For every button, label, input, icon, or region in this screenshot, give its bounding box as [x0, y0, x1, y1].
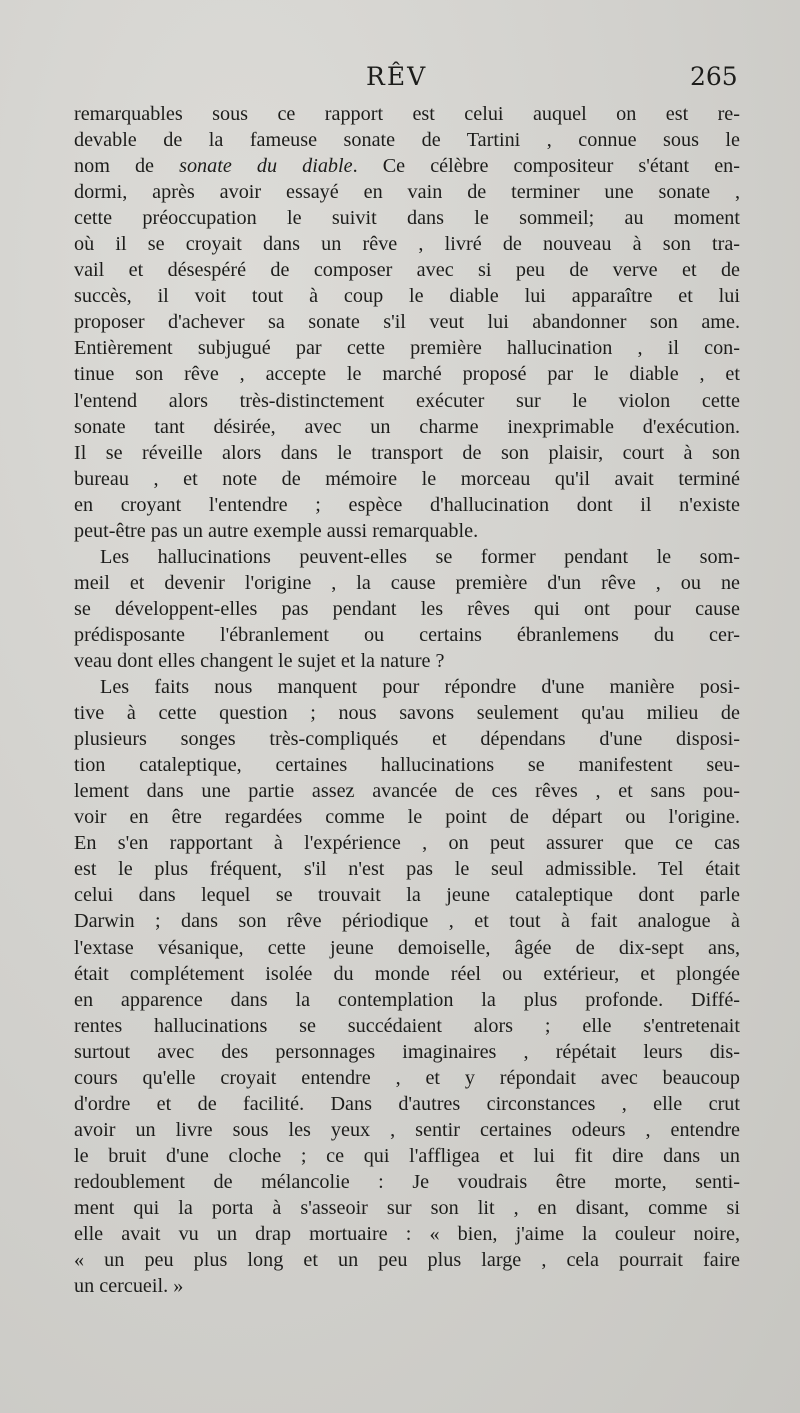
text-line: elle avait vu un drap mortuaire : « bien, j'aime la couleur noire,	[74, 1223, 740, 1246]
text-line: Les faits nous manquent pour répondre d'une manière posi-	[100, 676, 740, 699]
text-line: prédisposante l'ébranlement ou certains ébranlemens du cer-	[74, 623, 740, 646]
text-line: peut-être pas un autre exemple aussi remarquable.	[74, 519, 479, 542]
text-line: l'entend alors très-distinctement exécuter sur le violon cette	[74, 389, 740, 412]
text-line: veau dont elles changent le sujet et la nature ?	[74, 649, 445, 672]
text-line: cette préoccupation le suivit dans le sommeil; au moment	[74, 207, 740, 230]
text-line: vail et désespéré de composer avec si peu de verve et de	[74, 259, 740, 282]
text-line: bureau , et note de mémoire le morceau qu'il avait terminé	[74, 467, 740, 490]
text-line: proposer d'achever sa sonate s'il veut lui abandonner son ame.	[74, 311, 740, 334]
text-line: tive à cette question ; nous savons seulement qu'au milieu de	[74, 702, 740, 725]
text-line: est le plus fréquent, s'il n'est pas le seul admissible. Tel était	[74, 858, 740, 881]
text-line: « un peu plus long et un peu plus large , cela pourrait faire	[74, 1249, 740, 1272]
text-line: sonate tant désirée, avec un charme inexprimable d'exécution.	[74, 415, 740, 438]
text-line: devable de la fameuse sonate de Tartini , connue sous le	[74, 129, 740, 152]
paragraph	[74, 101, 740, 544]
text-line: se développent-elles pas pendant les rêves qui ont pour cause	[74, 597, 740, 620]
text-line: était complétement isolée du monde réel ou extérieur, et plongée	[74, 962, 740, 985]
paragraph	[74, 544, 740, 674]
text-line: en croyant l'entendre ; espèce d'hallucination dont il n'existe	[74, 493, 740, 516]
text-line: d'ordre et de facilité. Dans d'autres circonstances , elle crut	[74, 1092, 740, 1115]
text-line: meil et devenir l'origine , la cause première d'un rêve , ou ne	[74, 571, 740, 594]
text-line: cours qu'elle croyait entendre , et y répondait avec beaucoup	[74, 1066, 740, 1089]
page-header	[0, 62, 800, 102]
paragraph	[74, 674, 740, 1299]
text-line: lement dans une partie assez avancée de ces rêves , et sans pou-	[74, 780, 740, 803]
running-head: RÊV	[366, 62, 428, 91]
body-text	[74, 101, 740, 1299]
text-line: Les hallucinations peuvent-elles se former pendant le som-	[100, 545, 740, 568]
text-line: En s'en rapportant à l'expérience , on peut assurer que ce cas	[74, 832, 740, 855]
text-line: plusieurs songes très-compliqués et dépendans d'une disposi-	[74, 728, 740, 751]
text-line: redoublement de mélancolie : Je voudrais être morte, senti-	[74, 1170, 740, 1193]
text-line: tinue son rêve , accepte le marché proposé par le diable , et	[74, 363, 740, 386]
italic-title: sonate du diable	[179, 155, 353, 178]
text-line: en apparence dans la contemplation la plus profonde. Diffé-	[74, 988, 740, 1011]
page-number: 265	[690, 62, 738, 91]
text-line: Il se réveille alors dans le transport de son plaisir, court à son	[74, 441, 740, 464]
text-line: remarquables sous ce rapport est celui auquel on est re-	[74, 103, 740, 125]
text-line: le bruit d'une cloche ; ce qui l'affligea et lui fit dire dans un	[74, 1144, 740, 1167]
text-line: nom de sonate du diable. Ce célèbre compositeur s'étant en-	[74, 155, 740, 178]
text-line: Entièrement subjugué par cette première hallucination , il con-	[74, 337, 740, 360]
text-line: avoir un livre sous les yeux , sentir certaines odeurs , entendre	[74, 1118, 740, 1141]
text-line: rentes hallucinations se succédaient alors ; elle s'entretenait	[74, 1014, 740, 1037]
text-line: où il se croyait dans un rêve , livré de nouveau à son tra-	[74, 233, 740, 256]
text-line: l'extase vésanique, cette jeune demoiselle, âgée de dix-sept ans,	[74, 936, 740, 959]
text-line: ment qui la porta à s'asseoir sur son lit , en disant, comme si	[74, 1196, 740, 1219]
text-line: voir en être regardées comme le point de départ ou l'origine.	[74, 806, 740, 829]
text-line: un cercueil. »	[74, 1275, 184, 1298]
text-line: dormi, après avoir essayé en vain de terminer une sonate ,	[74, 181, 740, 204]
text-line: succès, il voit tout à coup le diable lui apparaître et lui	[74, 285, 740, 308]
text-line: celui dans lequel se trouvait la jeune cataleptique dont parle	[74, 884, 740, 907]
text-line: surtout avec des personnages imaginaires , répétait leurs dis-	[74, 1040, 740, 1063]
text-line: Darwin ; dans son rêve périodique , et tout à fait analogue à	[74, 910, 740, 933]
text-line: tion cataleptique, certaines hallucinations se manifestent seu-	[74, 754, 740, 777]
